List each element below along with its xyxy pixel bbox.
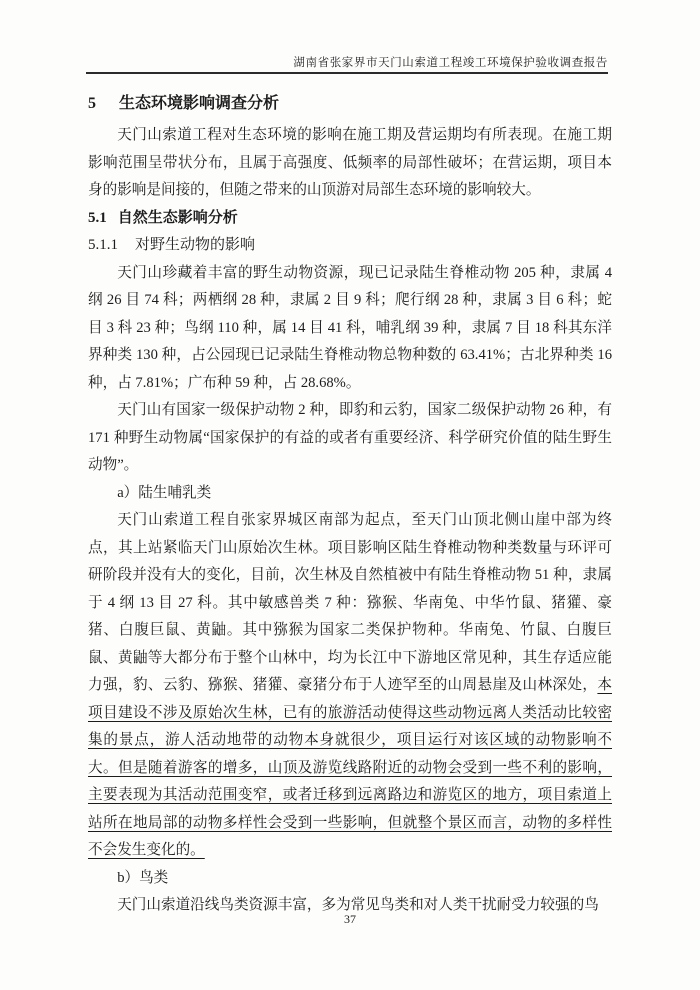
section-title: 自然生态影响分析 [117, 209, 238, 226]
paragraph-protected-species: 天门山有国家一级保护动物 2 种，即豹和云豹，国家二级保护动物 26 种，有 171 种野生动物属“国家保护的有益的或者有重要经济、科学研究价值的陆生野生动物”。 [88, 402, 612, 473]
section-heading-5 [88, 90, 612, 117]
section-number: 5.1.1 [88, 237, 118, 253]
page-footer [0, 912, 700, 927]
document-body [88, 90, 612, 920]
header-title: 湖南省张家界市天门山索道工程竣工环境保护验收调查报告 [293, 57, 608, 69]
header-divider [86, 72, 608, 74]
page-number: 37 [344, 912, 356, 926]
section-heading-5-1 [88, 205, 612, 233]
page-header [86, 54, 608, 70]
paragraph-birds: 天门山索道沿线鸟类资源丰富，多为常见鸟类和对人类干扰耐受力较强的鸟 [117, 897, 599, 913]
section-heading-5-1-1 [88, 232, 612, 260]
section-title: 生态环境影响调查分析 [119, 95, 280, 112]
list-item-b: b）鸟类 [117, 869, 169, 886]
paragraph-mammals-underlined-text: 本项目建设不涉及原始次生林，已有的旅游活动使得这些动物远离人类活动比较密集的景点，游人活动地带的动物本身就很少，项目运行对该区域的动物影响不大。但是随着游客的增多，山顶及游览线路附近的动物会受到一些不利的影响，主要表现为其活动范围变窄，或者迁移到远离路边和游览区的地方，项目索道上站所在地局部的动物多样性会受到一些影响，但就整个景区而言，动物的多样性不会发生变化的。 [88, 677, 612, 858]
paragraph-wildlife-resources: 天门山珍藏着丰富的野生动物资源，现已记录陆生脊椎动物 205 种，隶属 4 纲 26 目 74 科；两栖纲 28 种，隶属 2 目 9 科；爬行纲 28 种，隶属 3 目 6 科；蛇目 3 科 23 种；鸟纲 110 种，属 14 目 41 科，哺乳纲 39 种，隶属 7 目 18 科其东洋界种类 130 种，占公园现已记录陆生脊椎动物总物种数的 63.41%；古北界种类 16 种，占 7.81%；广布种 59 种，占 28.68%。 [88, 264, 612, 391]
section-title: 对野生动物的影响 [135, 237, 256, 253]
paragraph-mammals [88, 507, 612, 865]
paragraph-mammals-text: 天门山索道工程自张家界城区南部为起点，至天门山顶北侧山崖中部为终点，其上站紧临天门山原始次生林。项目影响区陆生脊椎动物种类数量与环评可研阶段并没有大的变化，目前，次生林及自然植被中有陆生脊椎动物 51 种，隶属于 4 纲 13 目 27 科。其中敏感兽类 7 种：猕猴、华南兔、中华竹鼠、猪獾、豪猪、白腹巨鼠、黄鼬。其中猕猴为国家二类保护物种。华南兔、竹鼠、白腹巨鼠、黄鼬等大都分布于整个山林中，均为长江中下游地区常见种，其生存适应能力强，豹、云豹、猕猴、猪獾、豪猪分布于人迹罕至的山周悬崖及山林深处， [88, 512, 612, 693]
paragraph-intro: 天门山索道工程对生态环境的影响在施工期及营运期均有所表现。在施工期影响范围呈带状分布，且属于高强度、低频率的局部性破坏；在营运期，项目本身的影响是间接的，但随之带来的山顶游对局部生态环境的影响较大。 [88, 127, 612, 198]
section-number: 5 [88, 95, 96, 112]
section-number: 5.1 [88, 209, 107, 226]
list-item-a: a）陆生哺乳类 [117, 484, 212, 501]
